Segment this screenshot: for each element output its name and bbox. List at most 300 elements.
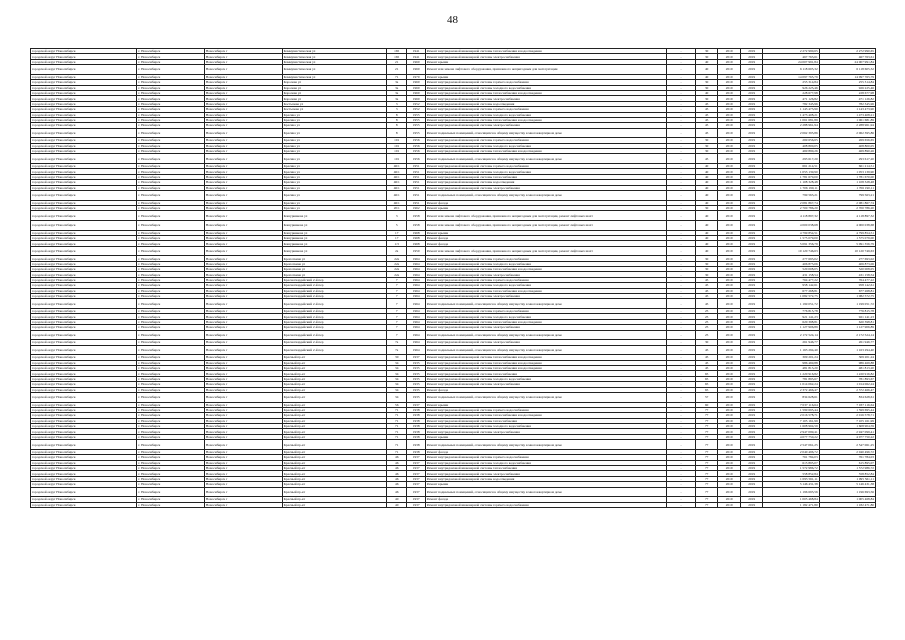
cost-cell: 986 469,88 bbox=[763, 360, 819, 365]
cost-cell: 4 799 854,51 bbox=[763, 230, 819, 235]
table-row bbox=[31, 149, 876, 154]
work-type-cell: Ремонт внутридомовой инженерной системы горячего водоснабжения bbox=[425, 107, 666, 112]
house-number-cell: 71 bbox=[386, 424, 406, 429]
end-year-cell: 2019 bbox=[740, 340, 763, 345]
wear-percent-cell: 77 bbox=[695, 413, 718, 418]
total-cost-cell: 761 784,03 bbox=[819, 455, 875, 460]
city-cell: г. Новосибирск bbox=[137, 235, 205, 240]
work-type-cell: Ремонт внутридомовой инженерной системы электроснабжения bbox=[425, 272, 666, 277]
municipality-cell: городской округ Новосибирск bbox=[31, 200, 137, 205]
year-built-cell: 1938 bbox=[407, 429, 425, 434]
end-year-cell: 2019 bbox=[740, 80, 763, 85]
table-row bbox=[31, 169, 876, 174]
end-year-cell: 2019 bbox=[740, 180, 763, 185]
total-cost-cell: 4 077 750,22 bbox=[819, 434, 875, 439]
year-built-cell: 1937 bbox=[407, 471, 425, 476]
house-number-cell: 71 bbox=[386, 449, 406, 454]
end-year-cell: 2019 bbox=[740, 309, 763, 314]
city-cell: г. Новосибирск bbox=[137, 455, 205, 460]
year-built-cell: 1937 bbox=[407, 460, 425, 465]
total-cost-cell: 469 890,26 bbox=[819, 149, 875, 154]
project-cell: - bbox=[667, 190, 696, 200]
end-year-cell: 2019 bbox=[740, 272, 763, 277]
year-built-cell: 1941 bbox=[407, 49, 425, 54]
table-row bbox=[31, 138, 876, 143]
locality-cell: Новосибирск г bbox=[204, 482, 282, 487]
locality-cell: Новосибирск г bbox=[204, 434, 282, 439]
work-type-cell: Ремонт внутридомовой инженерной системы теплоснабжения и водоотведения bbox=[425, 117, 666, 122]
end-year-cell: 2019 bbox=[740, 85, 763, 90]
project-cell: - bbox=[667, 482, 696, 487]
cost-cell: 661 214,51 bbox=[763, 164, 819, 169]
end-year-cell: 2019 bbox=[740, 220, 763, 230]
table-row bbox=[31, 392, 876, 402]
project-cell: - bbox=[667, 299, 696, 309]
city-cell: г. Новосибирск bbox=[137, 360, 205, 365]
table-row bbox=[31, 299, 876, 309]
wear-percent-cell: 40 bbox=[695, 65, 718, 75]
project-cell: - bbox=[667, 149, 696, 154]
house-number-cell: 71 bbox=[386, 413, 406, 418]
total-cost-cell: 277 693,02 bbox=[819, 256, 875, 261]
start-year-cell: 2019 bbox=[718, 235, 741, 240]
city-cell: г. Новосибирск bbox=[137, 256, 205, 261]
locality-cell: Новосибирск г bbox=[204, 180, 282, 185]
project-cell: - bbox=[667, 117, 696, 122]
municipality-cell: городской округ Новосибирск bbox=[31, 413, 137, 418]
wear-percent-cell: 45 bbox=[695, 294, 718, 299]
year-built-cell: 1951 bbox=[407, 164, 425, 169]
table-row bbox=[31, 418, 876, 423]
total-cost-cell: 4 118 897,32 bbox=[819, 211, 875, 221]
street-cell: Красина ул bbox=[282, 185, 386, 190]
start-year-cell: 2019 bbox=[718, 309, 741, 314]
cost-cell: 1 706 190,11 bbox=[763, 185, 819, 190]
house-number-cell: 46/1 bbox=[386, 174, 406, 179]
table-row bbox=[31, 283, 876, 288]
end-year-cell: 2019 bbox=[740, 449, 763, 454]
cost-cell: 2 081 867,74 bbox=[763, 200, 819, 205]
project-cell: - bbox=[667, 371, 696, 376]
work-type-cell: Ремонт внутридомовой инженерной системы электроснабжения bbox=[425, 123, 666, 128]
work-type-cell: Ремонт внутридомовой инженерной системы горячего водоснабжения bbox=[425, 256, 666, 261]
year-built-cell: 1937 bbox=[407, 502, 425, 507]
table-row bbox=[31, 246, 876, 256]
wear-percent-cell: 40 bbox=[695, 185, 718, 190]
house-number-cell: 40 bbox=[386, 497, 406, 502]
start-year-cell: 2019 bbox=[718, 74, 741, 79]
table-row bbox=[31, 123, 876, 128]
house-number-cell: 46 bbox=[386, 466, 406, 471]
year-built-cell: 1964 bbox=[407, 299, 425, 309]
wear-percent-cell: 40 bbox=[695, 180, 718, 185]
street-cell: Красный пр-кт bbox=[282, 387, 386, 392]
year-built-cell: 1937 bbox=[407, 355, 425, 360]
total-cost-cell: 1 182 471,80 bbox=[819, 502, 875, 507]
municipality-cell: городской округ Новосибирск bbox=[31, 371, 137, 376]
total-cost-cell: 986 469,88 bbox=[819, 360, 875, 365]
year-built-cell: 1956 bbox=[407, 143, 425, 148]
street-cell: Красный пр-кт bbox=[282, 392, 386, 402]
street-cell: Костычева ул bbox=[282, 101, 386, 106]
wear-percent-cell: 30 bbox=[695, 85, 718, 90]
project-cell: - bbox=[667, 138, 696, 143]
street-cell: Кропоткина ул bbox=[282, 261, 386, 266]
municipality-cell: городской округ Новосибирск bbox=[31, 487, 137, 497]
year-built-cell: 1956 bbox=[407, 154, 425, 164]
locality-cell: Новосибирск г bbox=[204, 376, 282, 381]
city-cell: г. Новосибирск bbox=[137, 340, 205, 345]
cost-cell: 761 784,03 bbox=[763, 455, 819, 460]
street-cell: Коммунистическая ул bbox=[282, 49, 386, 54]
wear-percent-cell: 30 bbox=[695, 54, 718, 59]
municipality-cell: городской округ Новосибирск bbox=[31, 241, 137, 246]
cost-cell: 781 893,67 bbox=[763, 376, 819, 381]
table-row bbox=[31, 440, 876, 450]
project-cell: - bbox=[667, 261, 696, 266]
street-cell: Красный пр-кт bbox=[282, 429, 386, 434]
start-year-cell: 2019 bbox=[718, 90, 741, 95]
street-cell: Красный пр-кт bbox=[282, 487, 386, 497]
year-built-cell: 1937 bbox=[407, 455, 425, 460]
cost-cell: 926 225,46 bbox=[763, 85, 819, 90]
total-cost-cell: 958 142,61 bbox=[819, 283, 875, 288]
total-cost-cell: 1 127 906,89 bbox=[819, 325, 875, 330]
work-type-cell: Ремонт внутридомовой инженерной системы горячего водоснабжения bbox=[425, 407, 666, 412]
city-cell: г. Новосибирск bbox=[137, 424, 205, 429]
house-number-cell: 46/1 bbox=[386, 190, 406, 200]
table-row bbox=[31, 355, 876, 360]
project-cell: - bbox=[667, 376, 696, 381]
locality-cell: Новосибирск г bbox=[204, 59, 282, 64]
work-type-cell: Ремонт подвальных помещений, относящихся к общему имуществу в многоквартирном доме bbox=[425, 154, 666, 164]
locality-cell: Новосибирск г bbox=[204, 502, 282, 507]
locality-cell: Новосибирск г bbox=[204, 138, 282, 143]
wear-percent-cell: 40 bbox=[695, 74, 718, 79]
table-row bbox=[31, 272, 876, 277]
work-type-cell: Ремонт внутридомовой инженерной системы теплоснабжения и водоотведения bbox=[425, 360, 666, 365]
cost-cell: 2 947 099,41 bbox=[763, 429, 819, 434]
total-cost-cell: 1 199 051,72 bbox=[819, 299, 875, 309]
locality-cell: Новосибирск г bbox=[204, 330, 282, 340]
locality-cell: Новосибирск г bbox=[204, 256, 282, 261]
work-type-cell: Ремонт крыши bbox=[425, 59, 666, 64]
wear-percent-cell: 40 bbox=[695, 164, 718, 169]
street-cell: Красный пр-кт bbox=[282, 502, 386, 507]
project-cell: - bbox=[667, 487, 696, 497]
locality-cell: Новосибирск г bbox=[204, 471, 282, 476]
locality-cell: Новосибирск г bbox=[204, 392, 282, 402]
start-year-cell: 2019 bbox=[718, 256, 741, 261]
work-type-cell: Ремонт подвальных помещений, относящихся к общему имуществу в многоквартирном доме bbox=[425, 392, 666, 402]
start-year-cell: 2019 bbox=[718, 392, 741, 402]
cost-cell: 293 617,20 bbox=[763, 154, 819, 164]
end-year-cell: 2019 bbox=[740, 190, 763, 200]
table-row bbox=[31, 80, 876, 85]
year-built-cell: 1964 bbox=[407, 272, 425, 277]
table-row bbox=[31, 466, 876, 471]
year-built-cell: 1970 bbox=[407, 74, 425, 79]
city-cell: г. Новосибирск bbox=[137, 169, 205, 174]
end-year-cell: 2019 bbox=[740, 294, 763, 299]
table-row bbox=[31, 164, 876, 169]
end-year-cell: 2019 bbox=[740, 497, 763, 502]
year-built-cell: 1938 bbox=[407, 418, 425, 423]
project-cell: - bbox=[667, 241, 696, 246]
work-type-cell: Ремонт внутридомовой инженерной системы теплоснабжения bbox=[425, 418, 666, 423]
street-cell: Красногвардейский 2-й пер bbox=[282, 319, 386, 324]
start-year-cell: 2019 bbox=[718, 460, 741, 465]
locality-cell: Новосибирск г bbox=[204, 101, 282, 106]
city-cell: г. Новосибирск bbox=[137, 402, 205, 407]
wear-percent-cell: 25 bbox=[695, 319, 718, 324]
start-year-cell: 2019 bbox=[718, 299, 741, 309]
table-row bbox=[31, 345, 876, 355]
municipality-cell: городской округ Новосибирск bbox=[31, 340, 137, 345]
year-built-cell: 1937 bbox=[407, 476, 425, 481]
city-cell: г. Новосибирск bbox=[137, 365, 205, 370]
wear-percent-cell: 30 bbox=[695, 340, 718, 345]
table-row bbox=[31, 502, 876, 507]
cost-cell: 471 126,82 bbox=[763, 96, 819, 101]
cost-cell: 4 000 038,68 bbox=[763, 220, 819, 230]
locality-cell: Новосибирск г bbox=[204, 74, 282, 79]
locality-cell: Новосибирск г bbox=[204, 418, 282, 423]
locality-cell: Новосибирск г bbox=[204, 107, 282, 112]
year-built-cell: 1964 bbox=[407, 309, 425, 314]
total-cost-cell: 2 081 867,74 bbox=[819, 200, 875, 205]
project-cell: - bbox=[667, 49, 696, 54]
table-row bbox=[31, 455, 876, 460]
locality-cell: Новосибирск г bbox=[204, 476, 282, 481]
wear-percent-cell: 30 bbox=[695, 96, 718, 101]
house-number-cell: 7 bbox=[386, 325, 406, 330]
year-built-cell: 1938 bbox=[407, 407, 425, 412]
start-year-cell: 2019 bbox=[718, 429, 741, 434]
house-number-cell: 46 bbox=[386, 476, 406, 481]
city-cell: г. Новосибирск bbox=[137, 90, 205, 95]
house-number-cell: 34 bbox=[386, 387, 406, 392]
wear-percent-cell: 77 bbox=[695, 407, 718, 412]
city-cell: г. Новосибирск bbox=[137, 429, 205, 434]
house-number-cell: 71 bbox=[386, 429, 406, 434]
table-row bbox=[31, 471, 876, 476]
work-type-cell: Ремонт внутридомовой инженерной системы горячего водоснабжения bbox=[425, 164, 666, 169]
municipality-cell: городской округ Новосибирск bbox=[31, 283, 137, 288]
cost-cell: 4 118 897,32 bbox=[763, 211, 819, 221]
total-cost-cell: 1 095 561,11 bbox=[819, 476, 875, 481]
city-cell: г. Новосибирск bbox=[137, 261, 205, 266]
total-cost-cell: 1 575 079,00 bbox=[819, 235, 875, 240]
year-built-cell: 1937 bbox=[407, 402, 425, 407]
work-type-cell: Ремонт внутридомовой инженерной системы электроснабжения bbox=[425, 382, 666, 387]
city-cell: г. Новосибирск bbox=[137, 314, 205, 319]
city-cell: г. Новосибирск bbox=[137, 143, 205, 148]
house-number-cell: 3a bbox=[386, 85, 406, 90]
work-type-cell: Ремонт внутридомовой инженерной системы холодного водоснабжения bbox=[425, 460, 666, 465]
city-cell: г. Новосибирск bbox=[137, 325, 205, 330]
cost-cell: 776 815,78 bbox=[763, 309, 819, 314]
wear-percent-cell: 40 bbox=[695, 169, 718, 174]
city-cell: г. Новосибирск bbox=[137, 460, 205, 465]
work-type-cell: Ремонт внутридомовой инженерной системы холодного водоснабжения bbox=[425, 314, 666, 319]
table-row bbox=[31, 277, 876, 282]
year-built-cell: 1951 bbox=[407, 200, 425, 205]
city-cell: г. Новосибирск bbox=[137, 205, 205, 210]
city-cell: г. Новосибирск bbox=[137, 174, 205, 179]
street-cell: Красный пр-кт bbox=[282, 476, 386, 481]
wear-percent-cell: 40 bbox=[695, 230, 718, 235]
locality-cell: Новосибирск г bbox=[204, 117, 282, 122]
house-number-cell: 46/1 bbox=[386, 164, 406, 169]
table-row bbox=[31, 360, 876, 365]
city-cell: г. Новосибирск bbox=[137, 246, 205, 256]
start-year-cell: 2019 bbox=[718, 314, 741, 319]
city-cell: г. Новосибирск bbox=[137, 497, 205, 502]
house-number-cell: 46 bbox=[386, 482, 406, 487]
municipality-cell: городской округ Новосибирск bbox=[31, 325, 137, 330]
year-built-cell: 1956 bbox=[407, 149, 425, 154]
city-cell: г. Новосибирск bbox=[137, 294, 205, 299]
municipality-cell: городской округ Новосибирск bbox=[31, 143, 137, 148]
street-cell: Кошурникова ул bbox=[282, 230, 386, 235]
municipality-cell: городской округ Новосибирск bbox=[31, 455, 137, 460]
house-number-cell: 7 bbox=[386, 330, 406, 340]
street-cell: Красный пр-кт bbox=[282, 371, 386, 376]
municipality-cell: городской округ Новосибирск bbox=[31, 96, 137, 101]
cost-cell: 1 082 572,75 bbox=[763, 294, 819, 299]
cost-cell: 6 118 605,32 bbox=[763, 65, 819, 75]
work-type-cell: Ремонт внутридомовой инженерной системы теплоснабжения и водоотведения bbox=[425, 149, 666, 154]
cost-cell: 1 014 062,24 bbox=[763, 382, 819, 387]
cost-cell: 1 095 561,11 bbox=[763, 476, 819, 481]
locality-cell: Новосибирск г bbox=[204, 460, 282, 465]
cost-cell: 7 105 161,99 bbox=[763, 418, 819, 423]
cost-cell: 1 572 986,72 bbox=[763, 466, 819, 471]
street-cell: Кошурникова ул bbox=[282, 220, 386, 230]
project-cell: - bbox=[667, 283, 696, 288]
year-built-cell: 1955 bbox=[407, 112, 425, 117]
work-type-cell: Ремонт внутридомовой инженерной системы теплоснабжения и водоотведения bbox=[425, 319, 666, 324]
wear-percent-cell: 45 bbox=[695, 365, 718, 370]
municipality-cell: городской округ Новосибирск bbox=[31, 190, 137, 200]
locality-cell: Новосибирск г bbox=[204, 230, 282, 235]
table-row bbox=[31, 96, 876, 101]
end-year-cell: 2019 bbox=[740, 283, 763, 288]
work-type-cell: Ремонт крыши bbox=[425, 434, 666, 439]
street-cell: Красный пр-кт bbox=[282, 482, 386, 487]
street-cell: Красина ул bbox=[282, 190, 386, 200]
year-built-cell: 1964 bbox=[407, 294, 425, 299]
locality-cell: Новосибирск г bbox=[204, 277, 282, 282]
cost-cell: 764 477,22 bbox=[763, 277, 819, 282]
start-year-cell: 2019 bbox=[718, 272, 741, 277]
house-number-cell: 8 bbox=[386, 117, 406, 122]
cost-cell: 4 077 750,22 bbox=[763, 434, 819, 439]
start-year-cell: 2019 bbox=[718, 49, 741, 54]
total-cost-cell: 1 082 572,75 bbox=[819, 294, 875, 299]
start-year-cell: 2019 bbox=[718, 382, 741, 387]
project-cell: - bbox=[667, 211, 696, 221]
wear-percent-cell: 25 bbox=[695, 325, 718, 330]
cost-cell: 1 143 473,90 bbox=[763, 107, 819, 112]
municipality-cell: городской округ Новосибирск bbox=[31, 90, 137, 95]
work-type-cell: Ремонт внутридомовой инженерной системы водоотведения bbox=[425, 476, 666, 481]
cost-cell: 1 108 328,48 bbox=[763, 180, 819, 185]
total-cost-cell: 2 947 099,41 bbox=[819, 429, 875, 434]
cost-cell: 1 196 693,56 bbox=[763, 487, 819, 497]
table-row bbox=[31, 309, 876, 314]
street-cell: Красный пр-кт bbox=[282, 497, 386, 502]
wear-percent-cell: 45 bbox=[695, 360, 718, 365]
year-built-cell: 1958 bbox=[407, 220, 425, 230]
project-cell: - bbox=[667, 340, 696, 345]
city-cell: г. Новосибирск bbox=[137, 418, 205, 423]
project-cell: - bbox=[667, 471, 696, 476]
year-built-cell: 1964 bbox=[407, 267, 425, 272]
total-cost-cell: 764 477,22 bbox=[819, 277, 875, 282]
year-built-cell: 1937 bbox=[407, 487, 425, 497]
city-cell: г. Новосибирск bbox=[137, 185, 205, 190]
city-cell: г. Новосибирск bbox=[137, 241, 205, 246]
house-number-cell: 46/1 bbox=[386, 169, 406, 174]
locality-cell: Новосибирск г bbox=[204, 487, 282, 497]
locality-cell: Новосибирск г bbox=[204, 455, 282, 460]
project-cell: - bbox=[667, 466, 696, 471]
house-number-cell: 165 bbox=[386, 49, 406, 54]
municipality-cell: городской округ Новосибирск bbox=[31, 424, 137, 429]
total-cost-cell: 615 895,07 bbox=[819, 460, 875, 465]
project-cell: - bbox=[667, 74, 696, 79]
start-year-cell: 2019 bbox=[718, 387, 741, 392]
locality-cell: Новосибирск г bbox=[204, 387, 282, 392]
start-year-cell: 2019 bbox=[718, 149, 741, 154]
locality-cell: Новосибирск г bbox=[204, 424, 282, 429]
total-cost-cell: 661 214,51 bbox=[819, 164, 875, 169]
municipality-cell: городской округ Новосибирск bbox=[31, 294, 137, 299]
total-cost-cell: 10 120 746,63 bbox=[819, 246, 875, 256]
street-cell: Красногвардейский 2-й пер bbox=[282, 294, 386, 299]
year-built-cell: 1956 bbox=[407, 138, 425, 143]
end-year-cell: 2019 bbox=[740, 143, 763, 148]
year-built-cell: 1938 bbox=[407, 449, 425, 454]
municipality-cell: городской округ Новосибирск bbox=[31, 246, 137, 256]
city-cell: г. Новосибирск bbox=[137, 107, 205, 112]
city-cell: г. Новосибирск bbox=[137, 482, 205, 487]
table-row bbox=[31, 54, 876, 59]
street-cell: Кропоткина ул bbox=[282, 267, 386, 272]
table-row bbox=[31, 325, 876, 330]
municipality-cell: городской округ Новосибирск bbox=[31, 299, 137, 309]
end-year-cell: 2019 bbox=[740, 330, 763, 340]
project-cell: - bbox=[667, 107, 696, 112]
year-built-cell: 1951 bbox=[407, 169, 425, 174]
municipality-cell: городской округ Новосибирск bbox=[31, 471, 137, 476]
municipality-cell: городской округ Новосибирск bbox=[31, 169, 137, 174]
street-cell: Коммунистическая ул bbox=[282, 54, 386, 59]
locality-cell: Новосибирск г bbox=[204, 288, 282, 293]
table-row bbox=[31, 90, 876, 95]
start-year-cell: 2019 bbox=[718, 220, 741, 230]
end-year-cell: 2019 bbox=[740, 382, 763, 387]
house-number-cell: 101 bbox=[386, 143, 406, 148]
end-year-cell: 2019 bbox=[740, 235, 763, 240]
municipality-cell: городской округ Новосибирск bbox=[31, 128, 137, 138]
work-type-cell: Ремонт внутридомовой инженерной системы электроснабжения bbox=[425, 96, 666, 101]
municipality-cell: городской округ Новосибирск bbox=[31, 476, 137, 481]
project-cell: - bbox=[667, 476, 696, 481]
locality-cell: Новосибирск г bbox=[204, 164, 282, 169]
